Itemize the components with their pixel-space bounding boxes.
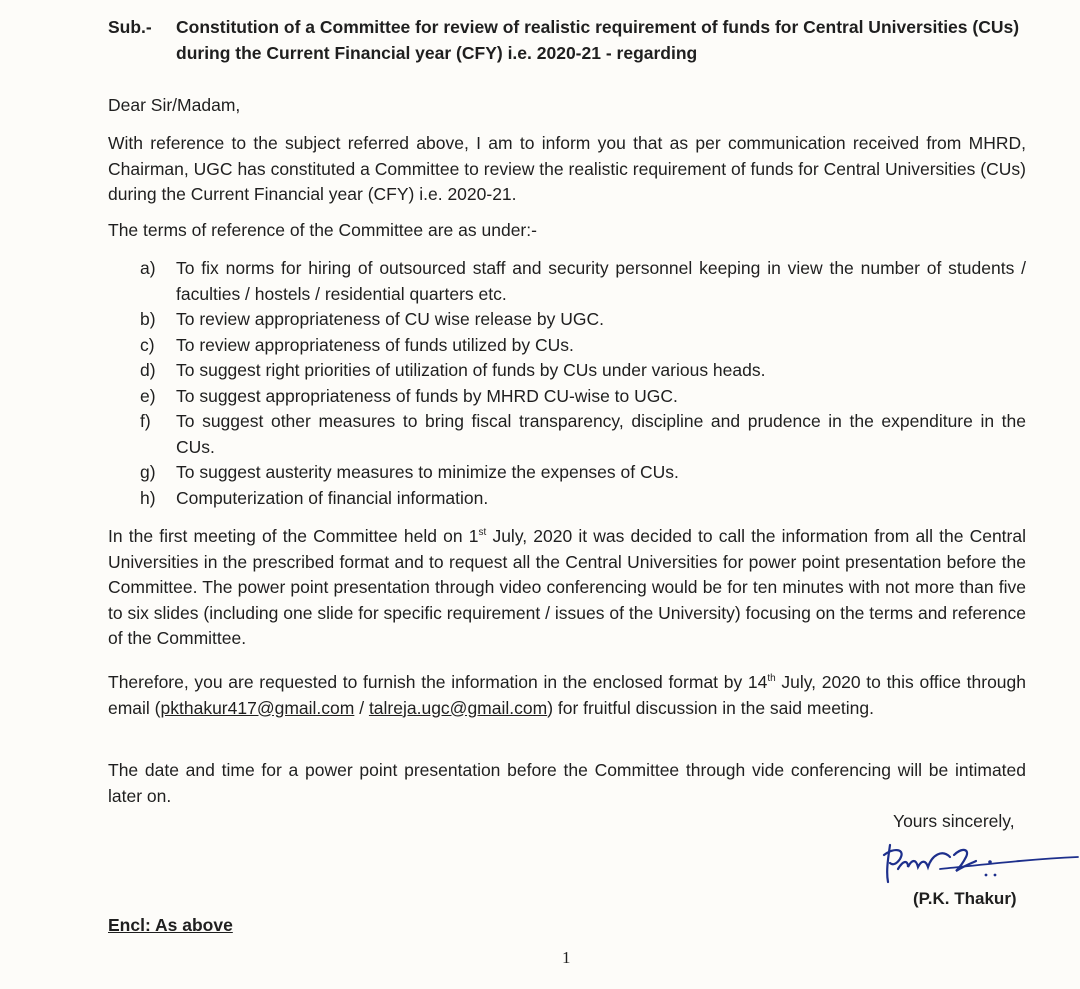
- list-item: [134, 333, 1026, 359]
- subject-label: Sub.-: [108, 17, 152, 37]
- salutation: Dear Sir/Madam,: [108, 95, 241, 115]
- list-item: [134, 307, 1026, 333]
- email-link-thakur[interactable]: pkthakur417@gmail.com: [160, 697, 355, 718]
- paragraph-text: In the first meeting of the Committee held on 1: [108, 526, 479, 546]
- list-item-text: To suggest austerity measures to minimize the expenses of CUs.: [176, 462, 679, 482]
- paragraph-text: July, 2020 to this office through email (: [108, 672, 1027, 718]
- paragraph-text: ) for fruitful discussion in the said meeting.: [547, 697, 875, 718]
- list-item-label: a): [140, 258, 156, 278]
- list-item-label: e): [140, 385, 156, 406]
- page-number: 1: [562, 948, 571, 967]
- ordinal-suffix: st: [478, 527, 487, 539]
- email-separator: /: [354, 697, 369, 718]
- list-item-text: To suggest other measures to bring fiscal transparency, discipline and prudence in the expenditure in the CUs.: [176, 411, 1026, 457]
- list-item: [134, 358, 1026, 384]
- list-item-label: c): [140, 334, 155, 355]
- signatory-name: (P.K. Thakur): [913, 889, 1017, 908]
- subject-text: Constitution of a Committee for review of realistic requirement of funds for Central Universities (CUs) during the Current Financial year (CFY) i.e. 2020-21 - regarding: [176, 17, 1020, 63]
- list-item-label: d): [140, 360, 156, 380]
- list-item-text: To suggest appropriateness of funds by MHRD CU-wise to UGC.: [176, 385, 678, 406]
- paragraph-first-meeting: [108, 524, 1026, 652]
- paragraph-text: July, 2020 it was decided to call the information from all the Central Universities in the prescribed format and to request all the Central Universities for power point presentation before the Committee. The power point presentation through video conferencing would be for ten minutes with not more than five to six slides (including one slide for specific requirement / issues of the University) focusing on the terms and reference of the Committee.: [108, 526, 1026, 648]
- list-item-text: Computerization of financial information.: [176, 487, 489, 508]
- signature: [880, 835, 1080, 893]
- list-item-label: b): [140, 309, 156, 329]
- list-item-text: To review appropriateness of CU wise release by UGC.: [176, 309, 604, 329]
- email-link-talreja[interactable]: talreja.ugc@gmail.com: [368, 697, 548, 718]
- paragraph-reference: With reference to the subject referred above, I am to inform you that as per communication received from MHRD, Chairman, UGC has constituted a Committee to review the realistic requirement of funds for Central Universities (CUs) during the Current Financial year (CFY) i.e. 2020-21.: [108, 133, 1026, 204]
- terms-intro: The terms of reference of the Committee are as under:-: [108, 220, 537, 240]
- list-item-text: To suggest right priorities of utilization of funds by CUs under various heads.: [176, 360, 766, 380]
- paragraph-text: Therefore, you are requested to furnish the information in the enclosed format by 14: [108, 672, 768, 692]
- list-item: [134, 384, 1026, 410]
- list-item: [134, 486, 1026, 512]
- list-item-label: h): [140, 487, 156, 508]
- paragraph-request: [108, 670, 1026, 721]
- list-item-label: f): [140, 411, 151, 431]
- enclosure-note: Encl: As above: [108, 915, 233, 935]
- closing: Yours sincerely,: [893, 811, 1015, 831]
- list-item-label: g): [140, 462, 156, 482]
- ordinal-suffix: th: [767, 673, 776, 685]
- list-item: [134, 460, 1026, 486]
- paragraph-schedule-note: The date and time for a power point presentation before the Committee through vide conferencing will be intimated later on.: [108, 760, 1026, 806]
- list-item: [134, 409, 1026, 460]
- list-item-text: To fix norms for hiring of outsourced staff and security personnel keeping in view the number of students / faculties / hostels / residential quarters etc.: [176, 258, 1026, 304]
- terms-list: [134, 256, 1026, 511]
- list-item: [134, 256, 1026, 307]
- list-item-text: To review appropriateness of funds utilized by CUs.: [176, 334, 574, 355]
